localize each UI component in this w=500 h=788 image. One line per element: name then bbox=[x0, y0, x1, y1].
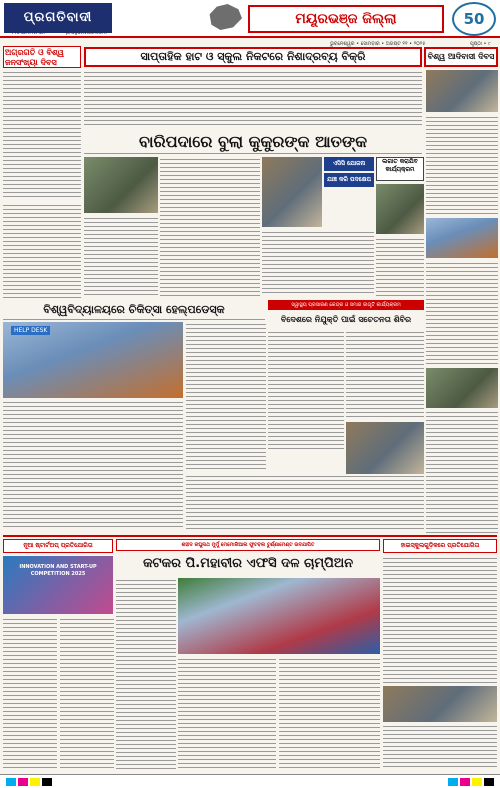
football-strip: ଶହୀଦ ରଘୁନାଥ ମୁର୍ମୁ ମେମୋରିଆଲ ଫୁଟବଲ ଟୁର୍ଣ୍ଣାମେଣ୍ଟ ଉଦଯାପିତ bbox=[116, 539, 380, 551]
dog-text-col-1 bbox=[84, 216, 158, 296]
section-divider bbox=[3, 535, 497, 537]
mid-lower-text bbox=[186, 474, 424, 532]
dog-text-col-3 bbox=[262, 230, 374, 296]
market-headline: ସାପ୍ତାହିକ ହାଟ ଓ ସ୍କୁଲ ନିକଟରେ ନିଶାଦ୍ରବ୍ୟ ବିକ୍ରି bbox=[84, 47, 422, 67]
dog-text-col-2 bbox=[160, 157, 260, 296]
black-swatch-right bbox=[484, 778, 494, 786]
dog-photo bbox=[84, 157, 158, 213]
website-url[interactable]: pragativadi.com bbox=[66, 30, 107, 36]
tribal-day-text bbox=[426, 115, 498, 215]
innovation-photo bbox=[3, 556, 113, 614]
university-text bbox=[3, 400, 183, 530]
cyan-swatch-right bbox=[448, 778, 458, 786]
tribal-day-headline: ବିଶ୍ୱ ଆଦିବାସୀ ଦିବସ bbox=[424, 47, 498, 67]
district-title: ମୟୂରଭଞ୍ଜ ଜିଲ୍ଲା bbox=[248, 5, 444, 33]
print-color-bar bbox=[0, 774, 500, 788]
black-swatch bbox=[42, 778, 52, 786]
mid-strip: ସ୍ୱାସ୍ଥ୍ୟ ପ୍ରସାରଣ କେନ୍ଦ୍ର ଓ ସମାଜ ଜାଗୃତି କାର୍ଯ୍ୟକ୍ରମ bbox=[268, 300, 424, 310]
right-side-text bbox=[376, 237, 424, 296]
newspaper-logo: ପ୍ରଗତିବାଦୀ bbox=[4, 3, 112, 33]
football-headline: କଟକର ପି.ମହାବୀର ଏଫସି ଦଳ ଚାମ୍ପିଅନ bbox=[142, 556, 354, 571]
yellow-swatch-right bbox=[472, 778, 482, 786]
mla-quote-1: ଏସିସି ଯୋଜନା bbox=[324, 157, 374, 171]
magenta-swatch-right bbox=[460, 778, 470, 786]
helpdesk-sign: HELP DESK bbox=[11, 326, 50, 335]
right-bottom-headline-box: ହାଇସ୍କୁଲଗୁଡ଼ିକରେ ପ୍ରତିଯୋଗିତା bbox=[383, 539, 497, 553]
official-photo bbox=[376, 184, 424, 234]
football-text-col-3 bbox=[279, 657, 380, 769]
university-headline: ବିଶ୍ୱବିଦ୍ୟାଳୟରେ ଚିକିତ୍ସା ହେଲ୍ପଡେସ୍କ bbox=[3, 300, 265, 320]
district-map-icon bbox=[206, 4, 242, 30]
dateline: ଭୁବନେଶ୍ୱର • ସୋମବାର • ଅଗଷ୍ଟ ୧୧ • ୨୦୨୫ bbox=[330, 41, 426, 47]
masthead bbox=[0, 0, 500, 38]
mid-text-col-2 bbox=[346, 330, 424, 420]
helpdesk-photo bbox=[3, 322, 183, 398]
university-text-right bbox=[186, 322, 266, 472]
mid-text-col-1 bbox=[268, 330, 344, 450]
left-top-text bbox=[3, 70, 81, 200]
logo-subtitle: PRAGATIVADI bbox=[12, 30, 45, 36]
right-middle-text bbox=[426, 261, 498, 366]
innovation-headline-box: ନୂଆ ଷ୍ଟାର୍ଟଅପ୍ ପ୍ରତିଯୋଗିତା bbox=[3, 539, 113, 553]
innovation-banner: INNOVATION AND START-UP COMPETITION 2025 bbox=[19, 564, 97, 577]
magenta-swatch bbox=[18, 778, 28, 786]
football-text-col-2 bbox=[178, 657, 276, 769]
dog-menace-headline: ବାରିପଦାରେ ବୁଲା କୁକୁରଙ୍କ ଆତଙ୍କ bbox=[84, 130, 422, 154]
page-number: ପୃଷ୍ଠା • ୯ bbox=[470, 41, 491, 47]
right-lower-text bbox=[426, 410, 498, 535]
mid-headline: ବିଦେଶରେ ନିଯୁକ୍ତି ପାଇଁ ସଚେତନତା ଶିବିର bbox=[280, 315, 412, 324]
tribal-day-photo bbox=[426, 70, 498, 112]
innovation-text-col-2 bbox=[60, 617, 114, 769]
right-bottom-text bbox=[383, 556, 497, 684]
event-photo-right bbox=[426, 218, 498, 258]
mla-photo bbox=[262, 157, 322, 227]
football-text-col-1 bbox=[116, 578, 176, 769]
right-bottom-photo bbox=[383, 686, 497, 722]
football-team-photo bbox=[178, 578, 380, 654]
yellow-swatch bbox=[30, 778, 40, 786]
right-bottom-text-2 bbox=[383, 724, 497, 769]
students-photo bbox=[426, 368, 498, 408]
right-side-headline-box: ଲଗାତ କରାଯିବ କାର୍ଯ୍ୟକ୍ରମ bbox=[376, 157, 424, 181]
cyan-swatch bbox=[6, 778, 16, 786]
left-top-headline: ଅଗ୍ରଗତି ଓ ବିଶ୍ୱ ଜନସଂଖ୍ୟା ଦିବସ bbox=[3, 46, 81, 68]
mid-photo bbox=[346, 422, 424, 474]
innovation-text-col-1 bbox=[3, 617, 57, 769]
market-text bbox=[84, 70, 422, 128]
left-middle-text bbox=[3, 203, 81, 298]
anniversary-badge: 50 bbox=[452, 2, 496, 36]
mla-quote-2: ଯାଞ୍ଚ କରି ପଦକ୍ଷେପ bbox=[324, 173, 374, 187]
